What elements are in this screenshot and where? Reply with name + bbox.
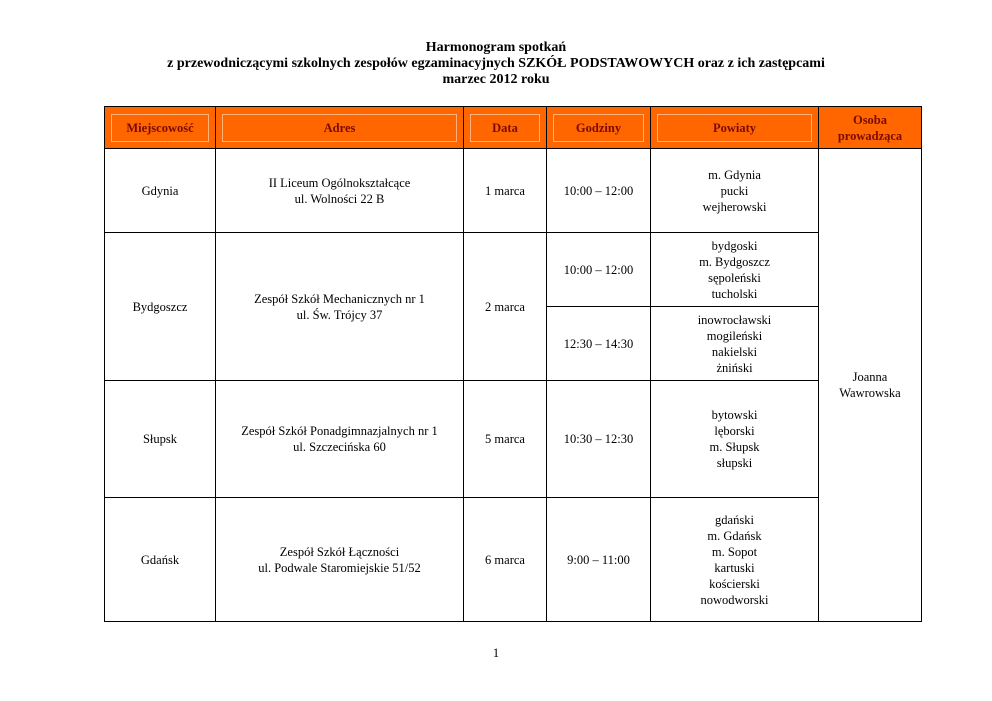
table-row xyxy=(105,149,922,233)
cell-hours: 12:30 – 14:30 xyxy=(547,307,651,381)
header-powiaty: Powiaty xyxy=(651,107,819,149)
cell-date: 2 marca xyxy=(464,233,547,381)
cell-powiaty: m. Gdynia pucki wejherowski xyxy=(651,149,819,233)
cell-powiaty: inowrocławski mogileński nakielski żniński xyxy=(651,307,819,381)
schedule-table xyxy=(104,106,922,622)
cell-hours: 10:00 – 12:00 xyxy=(547,233,651,307)
title-line-3: marzec 2012 roku xyxy=(442,72,550,87)
table-row xyxy=(105,498,922,622)
document-title xyxy=(0,40,992,88)
cell-address: Zespół Szkół Mechanicznych nr 1 ul. Św. Trójcy 37 xyxy=(216,233,464,381)
cell-osoba-prowadzaca: Joanna Wawrowska xyxy=(819,149,922,622)
cell-city: Gdynia xyxy=(105,149,216,233)
cell-hours: 9:00 – 11:00 xyxy=(547,498,651,622)
cell-date: 1 marca xyxy=(464,149,547,233)
cell-city: Gdańsk xyxy=(105,498,216,622)
table-row xyxy=(105,233,922,307)
cell-address: Zespół Szkół Łączności ul. Podwale Staromiejskie 51/52 xyxy=(216,498,464,622)
cell-date: 6 marca xyxy=(464,498,547,622)
cell-powiaty: bydgoski m. Bydgoszcz sępoleński tucholski xyxy=(651,233,819,307)
table-header-row xyxy=(105,107,922,149)
header-data: Data xyxy=(464,107,547,149)
cell-city: Bydgoszcz xyxy=(105,233,216,381)
cell-address: II Liceum Ogólnokształcące ul. Wolności 22 B xyxy=(216,149,464,233)
cell-hours: 10:00 – 12:00 xyxy=(547,149,651,233)
cell-address: Zespół Szkół Ponadgimnazjalnych nr 1 ul. Szczecińska 60 xyxy=(216,381,464,498)
header-godziny: Godziny xyxy=(547,107,651,149)
header-osoba-prowadzaca: Osoba prowadząca xyxy=(819,107,922,149)
cell-city: Słupsk xyxy=(105,381,216,498)
title-line-1: Harmonogram spotkań xyxy=(425,40,567,55)
table-row xyxy=(105,381,922,498)
cell-hours: 10:30 – 12:30 xyxy=(547,381,651,498)
title-line-2: z przewodniczącymi szkolnych zespołów egzaminacyjnych SZKÓŁ PODSTAWOWYCH oraz z ich zastępcami xyxy=(167,56,825,71)
cell-date: 5 marca xyxy=(464,381,547,498)
header-adres: Adres xyxy=(216,107,464,149)
header-miejscowosc: Miejscowość xyxy=(105,107,216,149)
cell-powiaty: bytowski lęborski m. Słupsk słupski xyxy=(651,381,819,498)
page-number: 1 xyxy=(492,646,500,660)
cell-powiaty: gdański m. Gdańsk m. Sopot kartuski kościerski nowodworski xyxy=(651,498,819,622)
